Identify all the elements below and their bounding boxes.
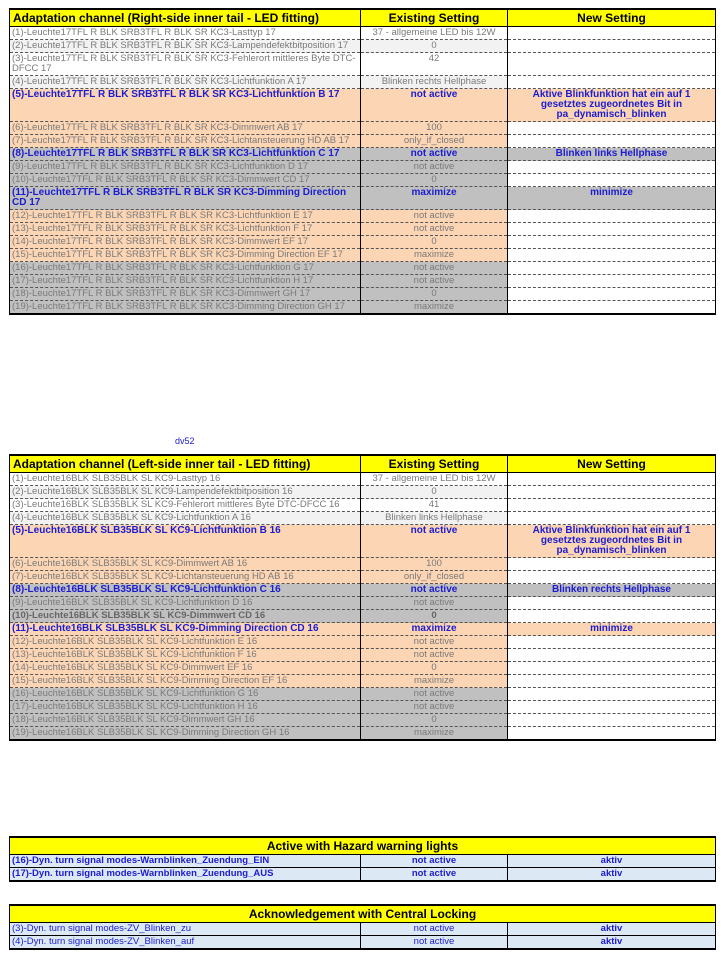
new-setting-cell bbox=[508, 597, 716, 610]
table-row bbox=[10, 868, 716, 882]
new-setting-cell bbox=[508, 249, 716, 262]
table-row bbox=[10, 512, 716, 525]
table-row bbox=[10, 662, 716, 675]
table-row bbox=[10, 187, 716, 210]
new-setting-cell bbox=[508, 571, 716, 584]
table-row bbox=[10, 288, 716, 301]
existing-setting-cell: not active bbox=[361, 210, 508, 223]
table-row bbox=[10, 584, 716, 597]
new-setting-cell bbox=[508, 288, 716, 301]
existing-setting-cell: only_if_closed bbox=[361, 571, 508, 584]
channel-cell: (4)-Leuchte16BLK SLB35BLK SL KC9-Lichtfunktion A 16 bbox=[10, 512, 361, 525]
channel-cell: (14)-Leuchte16BLK SLB35BLK SL KC9-Dimmwert EF 16 bbox=[10, 662, 361, 675]
table-row bbox=[10, 27, 716, 40]
existing-setting-cell: 100 bbox=[361, 558, 508, 571]
channel-cell: (9)-Leuchte17TFL R BLK SRB3TFL R BLK SR KC3-Lichtfunktion D 17 bbox=[10, 161, 361, 174]
existing-setting-cell: 0 bbox=[361, 288, 508, 301]
existing-setting-cell: 0 bbox=[361, 662, 508, 675]
header-channel: Adaptation channel (Right-side inner tail - LED fitting) bbox=[10, 9, 361, 27]
locking-table bbox=[9, 904, 715, 950]
table-row bbox=[10, 727, 716, 741]
table-row bbox=[10, 649, 716, 662]
existing-setting-cell: Blinken links Hellphase bbox=[361, 512, 508, 525]
table-row bbox=[10, 525, 716, 558]
table-row bbox=[10, 473, 716, 486]
new-setting-cell bbox=[508, 40, 716, 53]
new-setting-cell bbox=[508, 558, 716, 571]
existing-setting-cell: maximize bbox=[361, 623, 508, 636]
new-setting-cell bbox=[508, 223, 716, 236]
table-row bbox=[10, 571, 716, 584]
table-row bbox=[10, 275, 716, 288]
existing-setting-cell: 0 bbox=[361, 610, 508, 623]
header-channel: Adaptation channel (Left-side inner tail - LED fitting) bbox=[10, 455, 361, 473]
channel-cell: (1)-Leuchte17TFL R BLK SRB3TFL R BLK SR KC3-Lasttyp 17 bbox=[10, 27, 361, 40]
existing-setting-cell: not active bbox=[361, 161, 508, 174]
existing-setting-cell: maximize bbox=[361, 675, 508, 688]
table-row bbox=[10, 249, 716, 262]
new-setting-cell: aktiv bbox=[508, 868, 716, 882]
table-row bbox=[10, 223, 716, 236]
new-setting-cell: Blinken links Hellphase bbox=[508, 148, 716, 161]
new-setting-cell bbox=[508, 499, 716, 512]
table-row bbox=[10, 610, 716, 623]
channel-cell: (8)-Leuchte16BLK SLB35BLK SL KC9-Lichtfunktion C 16 bbox=[10, 584, 361, 597]
table-row bbox=[10, 923, 716, 936]
header-existing: Existing Setting bbox=[361, 455, 508, 473]
channel-cell: (11)-Leuchte17TFL R BLK SRB3TFL R BLK SR KC3-Dimming Direction CD 17 bbox=[10, 187, 361, 210]
new-setting-cell bbox=[508, 636, 716, 649]
header-existing: Existing Setting bbox=[361, 9, 508, 27]
existing-setting-cell: 42 bbox=[361, 53, 508, 76]
existing-setting-cell: not active bbox=[361, 584, 508, 597]
existing-setting-cell: 0 bbox=[361, 486, 508, 499]
hazard-table bbox=[9, 836, 715, 882]
channel-cell: (11)-Leuchte16BLK SLB35BLK SL KC9-Dimming Direction CD 16 bbox=[10, 623, 361, 636]
table-row bbox=[10, 262, 716, 275]
existing-setting-cell: 37 - allgemeine LED bis 12W bbox=[361, 473, 508, 486]
table-row bbox=[10, 210, 716, 223]
channel-cell: (3)-Dyn. turn signal modes-ZV_Blinken_zu bbox=[10, 923, 361, 936]
channel-cell: (10)-Leuchte17TFL R BLK SRB3TFL R BLK SR KC3-Dimmwert CD 17 bbox=[10, 174, 361, 187]
existing-setting-cell: 0 bbox=[361, 714, 508, 727]
hazard-title-row bbox=[10, 837, 716, 855]
new-setting-cell: Aktive Blinkfunktion hat ein auf 1 gesetztes zugeordnetes Bit in pa_dynamisch_blinken bbox=[508, 89, 716, 122]
left-adaptation-table bbox=[9, 454, 715, 741]
new-setting-cell bbox=[508, 512, 716, 525]
channel-cell: (5)-Leuchte16BLK SLB35BLK SL KC9-Lichtfunktion B 16 bbox=[10, 525, 361, 558]
channel-cell: (15)-Leuchte17TFL R BLK SRB3TFL R BLK SR KC3-Dimming Direction EF 17 bbox=[10, 249, 361, 262]
table-row bbox=[10, 135, 716, 148]
new-setting-cell bbox=[508, 122, 716, 135]
table-row bbox=[10, 301, 716, 315]
existing-setting-cell: maximize bbox=[361, 187, 508, 210]
header-new: New Setting bbox=[508, 9, 716, 27]
channel-cell: (13)-Leuchte16BLK SLB35BLK SL KC9-Lichtfunktion F 16 bbox=[10, 649, 361, 662]
new-setting-cell bbox=[508, 675, 716, 688]
table-row bbox=[10, 558, 716, 571]
channel-cell: (4)-Leuchte17TFL R BLK SRB3TFL R BLK SR KC3-Lichtfunktion A 17 bbox=[10, 76, 361, 89]
new-setting-cell bbox=[508, 210, 716, 223]
existing-setting-cell: maximize bbox=[361, 727, 508, 741]
existing-setting-cell: Blinken rechts Hellphase bbox=[361, 76, 508, 89]
table-row bbox=[10, 855, 716, 868]
channel-cell: (2)-Leuchte16BLK SLB35BLK SL KC9-Lampendefektbitposition 16 bbox=[10, 486, 361, 499]
new-setting-cell bbox=[508, 714, 716, 727]
new-setting-cell bbox=[508, 727, 716, 741]
channel-cell: (17)-Leuchte17TFL R BLK SRB3TFL R BLK SR KC3-Lichtfunktion H 17 bbox=[10, 275, 361, 288]
channel-cell: (8)-Leuchte17TFL R BLK SRB3TFL R BLK SR KC3-Lichtfunktion C 17 bbox=[10, 148, 361, 161]
channel-cell: (5)-Leuchte17TFL R BLK SRB3TFL R BLK SR KC3-Lichtfunktion B 17 bbox=[10, 89, 361, 122]
new-setting-cell bbox=[508, 53, 716, 76]
table-row bbox=[10, 174, 716, 187]
existing-setting-cell: 0 bbox=[361, 236, 508, 249]
new-setting-cell bbox=[508, 688, 716, 701]
new-setting-cell bbox=[508, 275, 716, 288]
channel-cell: (17)-Dyn. turn signal modes-Warnblinken_Zuendung_AUS bbox=[10, 868, 361, 882]
existing-setting-cell: 0 bbox=[361, 40, 508, 53]
channel-cell: (18)-Leuchte17TFL R BLK SRB3TFL R BLK SR KC3-Dimmwert GH 17 bbox=[10, 288, 361, 301]
existing-setting-cell: maximize bbox=[361, 301, 508, 315]
existing-setting-cell: not active bbox=[361, 868, 508, 882]
existing-setting-cell: 41 bbox=[361, 499, 508, 512]
table-row bbox=[10, 148, 716, 161]
table-row bbox=[10, 53, 716, 76]
new-setting-cell bbox=[508, 662, 716, 675]
table-row bbox=[10, 236, 716, 249]
existing-setting-cell: maximize bbox=[361, 249, 508, 262]
channel-cell: (16)-Leuchte17TFL R BLK SRB3TFL R BLK SR KC3-Lichtfunktion G 17 bbox=[10, 262, 361, 275]
existing-setting-cell: not active bbox=[361, 525, 508, 558]
right-adaptation-table bbox=[9, 8, 715, 315]
table-row bbox=[10, 76, 716, 89]
new-setting-cell bbox=[508, 262, 716, 275]
new-setting-cell bbox=[508, 174, 716, 187]
channel-cell: (18)-Leuchte16BLK SLB35BLK SL KC9-Dimmwert GH 16 bbox=[10, 714, 361, 727]
channel-cell: (16)-Leuchte16BLK SLB35BLK SL KC9-Lichtfunktion G 16 bbox=[10, 688, 361, 701]
new-setting-cell: aktiv bbox=[508, 923, 716, 936]
table-row bbox=[10, 623, 716, 636]
existing-setting-cell: not active bbox=[361, 855, 508, 868]
channel-cell: (4)-Dyn. turn signal modes-ZV_Blinken_auf bbox=[10, 936, 361, 950]
channel-cell: (15)-Leuchte16BLK SLB35BLK SL KC9-Dimming Direction EF 16 bbox=[10, 675, 361, 688]
channel-cell: (19)-Leuchte16BLK SLB35BLK SL KC9-Dimming Direction GH 16 bbox=[10, 727, 361, 741]
new-setting-cell bbox=[508, 301, 716, 315]
channel-cell: (16)-Dyn. turn signal modes-Warnblinken_Zuendung_EIN bbox=[10, 855, 361, 868]
table-row bbox=[10, 89, 716, 122]
existing-setting-cell: not active bbox=[361, 923, 508, 936]
new-setting-cell bbox=[508, 701, 716, 714]
channel-cell: (10)-Leuchte16BLK SLB35BLK SL KC9-Dimmwert CD 16 bbox=[10, 610, 361, 623]
new-setting-cell: minimize bbox=[508, 623, 716, 636]
table-row bbox=[10, 688, 716, 701]
new-setting-cell bbox=[508, 236, 716, 249]
existing-setting-cell: not active bbox=[361, 701, 508, 714]
new-setting-cell bbox=[508, 161, 716, 174]
channel-cell: (12)-Leuchte17TFL R BLK SRB3TFL R BLK SR KC3-Lichtfunktion E 17 bbox=[10, 210, 361, 223]
new-setting-cell bbox=[508, 610, 716, 623]
table-row bbox=[10, 701, 716, 714]
existing-setting-cell: 37 - allgemeine LED bis 12W bbox=[361, 27, 508, 40]
channel-cell: (6)-Leuchte17TFL R BLK SRB3TFL R BLK SR KC3-Dimmwert AB 17 bbox=[10, 122, 361, 135]
channel-cell: (9)-Leuchte16BLK SLB35BLK SL KC9-Lichtfunktion D 16 bbox=[10, 597, 361, 610]
table-header bbox=[10, 9, 716, 27]
channel-cell: (14)-Leuchte17TFL R BLK SRB3TFL R BLK SR KC3-Dimmwert EF 17 bbox=[10, 236, 361, 249]
header-new: New Setting bbox=[508, 455, 716, 473]
channel-cell: (12)-Leuchte16BLK SLB35BLK SL KC9-Lichtfunktion E 16 bbox=[10, 636, 361, 649]
locking-title: Acknowledgement with Central Locking bbox=[10, 905, 716, 923]
table-row bbox=[10, 40, 716, 53]
existing-setting-cell: not active bbox=[361, 148, 508, 161]
locking-title-row bbox=[10, 905, 716, 923]
channel-cell: (3)-Leuchte17TFL R BLK SRB3TFL R BLK SR KC3-Fehlerort mittleres Byte DTC-DFCC 17 bbox=[10, 53, 361, 76]
new-setting-cell: aktiv bbox=[508, 936, 716, 950]
existing-setting-cell: not active bbox=[361, 649, 508, 662]
channel-cell: (7)-Leuchte16BLK SLB35BLK SL KC9-Lichtansteuerung HD AB 16 bbox=[10, 571, 361, 584]
table-row bbox=[10, 675, 716, 688]
table-row bbox=[10, 636, 716, 649]
existing-setting-cell: not active bbox=[361, 223, 508, 236]
table-row bbox=[10, 486, 716, 499]
existing-setting-cell: 0 bbox=[361, 174, 508, 187]
existing-setting-cell: only_if_closed bbox=[361, 135, 508, 148]
existing-setting-cell: not active bbox=[361, 275, 508, 288]
existing-setting-cell: not active bbox=[361, 688, 508, 701]
existing-setting-cell: not active bbox=[361, 262, 508, 275]
channel-cell: (2)-Leuchte17TFL R BLK SRB3TFL R BLK SR KC3-Lampendefektbitposition 17 bbox=[10, 40, 361, 53]
channel-cell: (13)-Leuchte17TFL R BLK SRB3TFL R BLK SR KC3-Lichtfunktion F 17 bbox=[10, 223, 361, 236]
new-setting-cell: minimize bbox=[508, 187, 716, 210]
new-setting-cell bbox=[508, 135, 716, 148]
hazard-title: Active with Hazard warning lights bbox=[10, 837, 716, 855]
table-row bbox=[10, 936, 716, 950]
table-row bbox=[10, 714, 716, 727]
new-setting-cell bbox=[508, 486, 716, 499]
new-setting-cell: Aktive Blinkfunktion hat ein auf 1 gesetztes zugeordnetes Bit in pa_dynamisch_blinken bbox=[508, 525, 716, 558]
channel-cell: (17)-Leuchte16BLK SLB35BLK SL KC9-Lichtfunktion H 16 bbox=[10, 701, 361, 714]
table-row bbox=[10, 122, 716, 135]
existing-setting-cell: not active bbox=[361, 597, 508, 610]
channel-cell: (1)-Leuchte16BLK SLB35BLK SL KC9-Lasttyp 16 bbox=[10, 473, 361, 486]
note-label: dv52 bbox=[175, 436, 195, 446]
new-setting-cell bbox=[508, 473, 716, 486]
existing-setting-cell: not active bbox=[361, 89, 508, 122]
channel-cell: (3)-Leuchte16BLK SLB35BLK SL KC9-Fehlerort mittleres Byte DTC-DFCC 16 bbox=[10, 499, 361, 512]
existing-setting-cell: not active bbox=[361, 936, 508, 950]
new-setting-cell bbox=[508, 76, 716, 89]
channel-cell: (7)-Leuchte17TFL R BLK SRB3TFL R BLK SR KC3-Lichtansteuerung HD AB 17 bbox=[10, 135, 361, 148]
existing-setting-cell: 100 bbox=[361, 122, 508, 135]
existing-setting-cell: not active bbox=[361, 636, 508, 649]
new-setting-cell bbox=[508, 27, 716, 40]
channel-cell: (19)-Leuchte17TFL R BLK SRB3TFL R BLK SR KC3-Dimming Direction GH 17 bbox=[10, 301, 361, 315]
table-row bbox=[10, 597, 716, 610]
table-row bbox=[10, 499, 716, 512]
new-setting-cell: aktiv bbox=[508, 855, 716, 868]
table-header bbox=[10, 455, 716, 473]
new-setting-cell: Blinken rechts Hellphase bbox=[508, 584, 716, 597]
table-row bbox=[10, 161, 716, 174]
channel-cell: (6)-Leuchte16BLK SLB35BLK SL KC9-Dimmwert AB 16 bbox=[10, 558, 361, 571]
new-setting-cell bbox=[508, 649, 716, 662]
